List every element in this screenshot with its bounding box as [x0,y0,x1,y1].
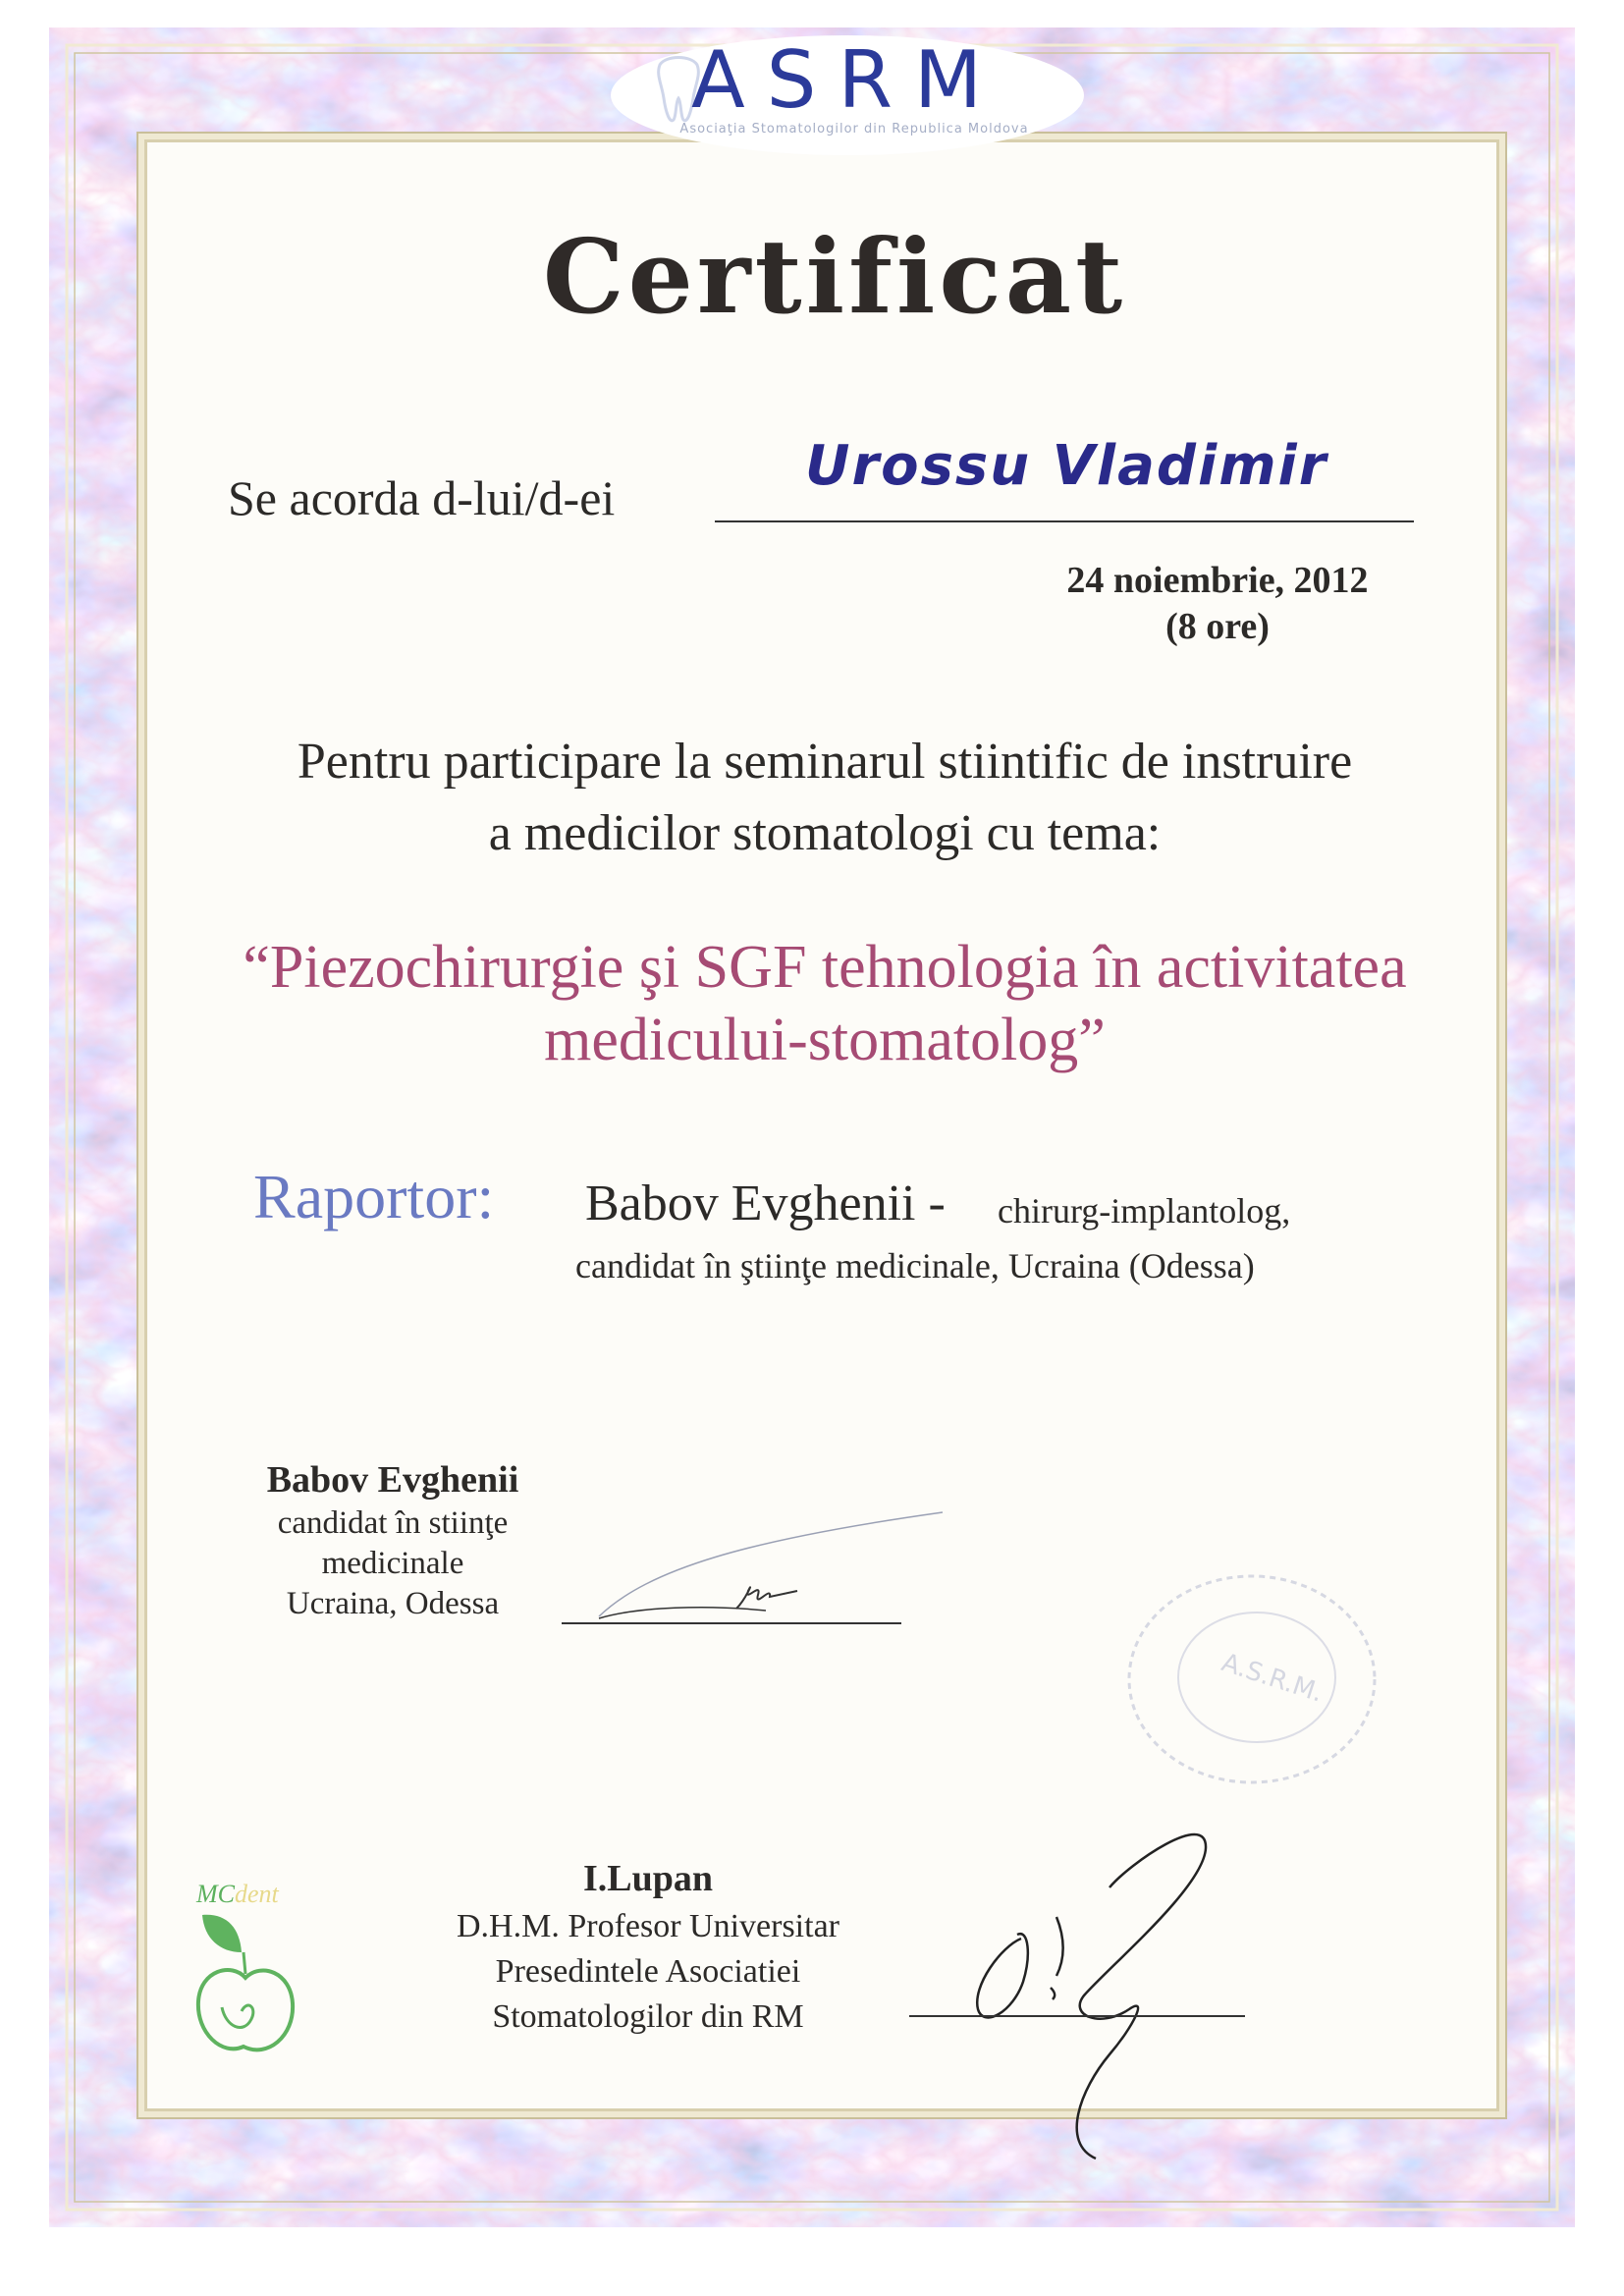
seminar-topic [157,931,1492,1077]
mcdent-mc: MC [196,1880,235,1908]
certificate-title: Certificat [542,216,1127,337]
recipient-underline [715,520,1414,522]
topic-line-1: “Piezochirurgie şi SGF tehnologia în activitatea [243,934,1407,1001]
purpose-line-1: Pentru participare la seminarul stiintific de instruire [297,734,1353,790]
signatory-1-name: Babov Evghenii [266,1459,519,1501]
purpose-line-2: a medicilor stomatologi cu tema: [488,804,1162,861]
asrm-logo: ASRM [690,34,1004,126]
signatory-1 [236,1457,550,1624]
grant-label: Se acorda d-lui/d-ei [228,470,616,525]
mcdent-dent: dent [235,1880,279,1908]
signatory-1-line-3: Ucraina, Odessa [286,1585,500,1621]
signatory-2-line-2: Presedintele Asociatiei [495,1953,801,1991]
signature-1 [569,1501,962,1628]
signature-1-line [562,1622,901,1624]
reporter-name: Babov Evghenii - [585,1175,946,1231]
svg-text:A.S.R.M.: A.S.R.M. [1218,1648,1326,1709]
reporter-label: Raportor: [253,1162,495,1231]
signatory-2-line-1: D.H.M. Profesor Universitar [457,1908,839,1945]
reporter-credentials: candidat în ştiinţe medicinale, Ucraina (Odessa) [575,1246,1255,1285]
stamp-icon [1110,1561,1394,1797]
mcdent-logo-text [196,1880,279,1909]
signatory-1-line-1: candidat în stiinţe [277,1505,509,1542]
signatory-1-line-2: medicinale [321,1546,464,1582]
event-duration: (8 ore) [1165,606,1270,648]
signatory-2-name: I.Lupan [582,1858,714,1899]
signatory-2-line-3: Stomatologilor din RM [492,1998,804,2036]
signature-2 [962,1819,1227,2172]
signature-2-line [909,2015,1245,2017]
asrm-logo-subtitle: Asociaţia Stomatologilor din Republica Moldova [679,122,1029,137]
signatory-2 [432,1854,864,2040]
event-date: 24 noiembrie, 2012 [1066,560,1369,601]
recipient-name: Urossu Vladimir [805,434,1328,498]
apple-logo-icon [192,1909,300,2066]
reporter-role: chirurg-implantolog, [998,1191,1291,1230]
purpose-text [196,727,1453,870]
date-block [982,558,1453,650]
topic-line-2: medicului-stomatolog” [544,1007,1106,1074]
